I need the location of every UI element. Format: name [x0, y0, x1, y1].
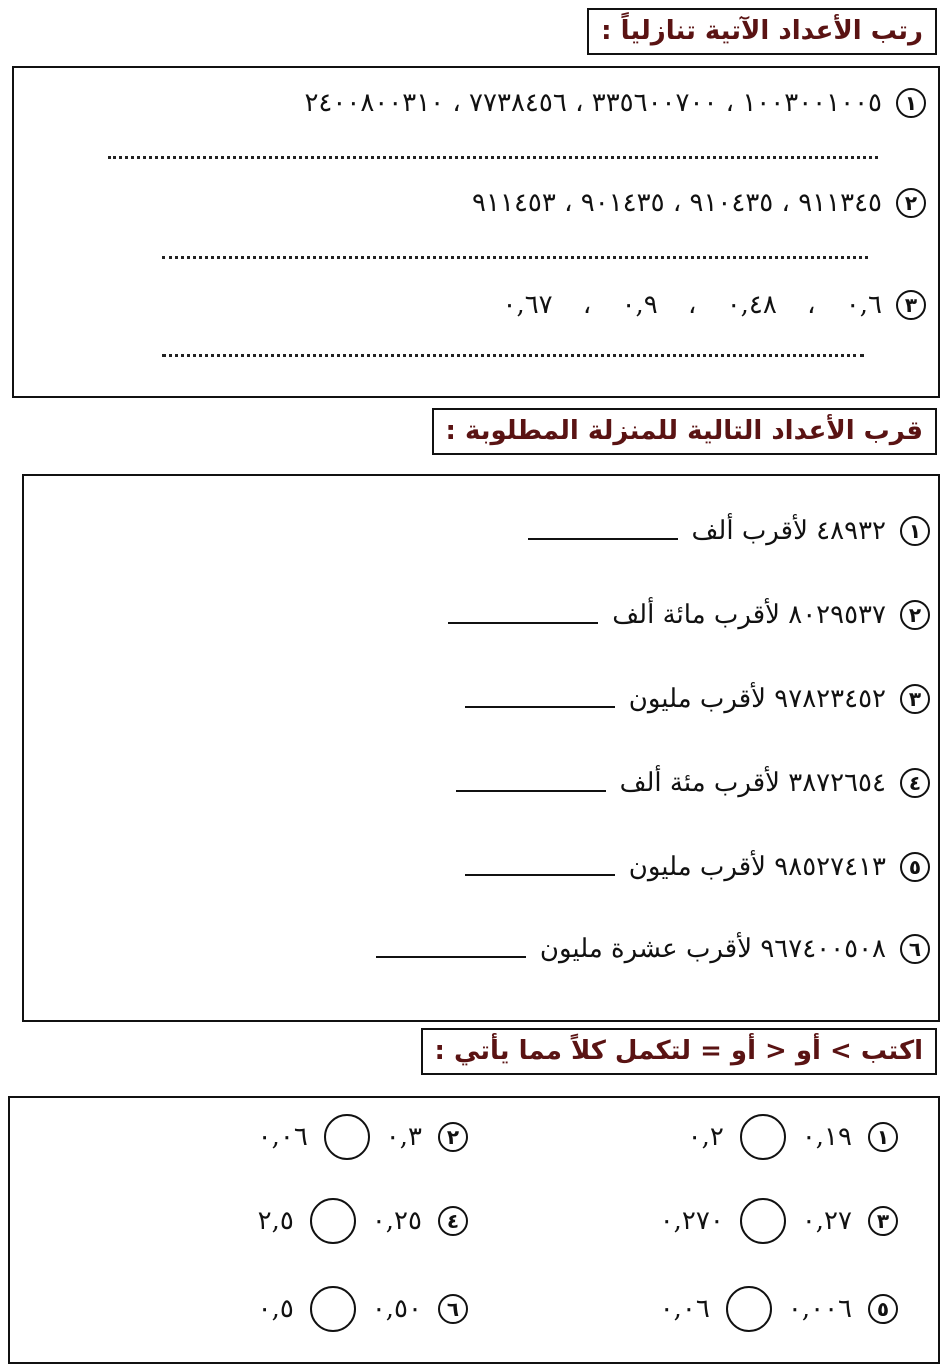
section2-panel	[22, 474, 940, 1022]
answer-line[interactable]	[465, 874, 615, 876]
compare-right: ٠,٢٧٠	[659, 1206, 724, 1236]
order-values: ١٠٠٣٠٠١٠٠٥ ، ٣٣٥٦٠٠٧٠٠ ، ٧٧٣٨٤٥٦ ، ٢٤٠٠٨٠٠٣١٠	[304, 88, 882, 118]
item-number: ٢	[438, 1122, 468, 1152]
compare-right: ٠,٠٦	[257, 1122, 308, 1152]
round-question: ٤٨٩٣٢ لأقرب ألف	[691, 516, 886, 546]
compare-left: ٠,٢٥	[371, 1206, 422, 1236]
compare-answer-circle[interactable]	[740, 1198, 786, 1244]
order-item-3	[502, 290, 926, 320]
item-number: ٦	[900, 934, 930, 964]
answer-dotted-line[interactable]	[108, 156, 878, 159]
compare-right: ٢,٥	[257, 1206, 294, 1236]
round-question: ٨٠٢٩٥٣٧ لأقرب مائة ألف	[612, 600, 886, 630]
item-number: ٤	[438, 1206, 468, 1236]
section3-panel	[8, 1096, 940, 1364]
compare-item-2	[258, 1114, 468, 1160]
compare-answer-circle[interactable]	[324, 1114, 370, 1160]
compare-item-4	[258, 1198, 468, 1244]
compare-left: ٠,١٩	[801, 1122, 852, 1152]
round-question: ٩٨٥٢٧٤١٣ لأقرب مليون	[628, 852, 886, 882]
item-number: ١	[900, 516, 930, 546]
compare-right: ٠,٠٦	[659, 1294, 710, 1324]
item-number: ٤	[900, 768, 930, 798]
item-number: ٦	[438, 1294, 468, 1324]
answer-line[interactable]	[456, 790, 606, 792]
compare-answer-circle[interactable]	[726, 1286, 772, 1332]
round-item-5	[465, 852, 930, 882]
round-question: ٩٧٨٢٣٤٥٢ لأقرب مليون	[628, 684, 886, 714]
compare-answer-circle[interactable]	[740, 1114, 786, 1160]
item-number: ٣	[900, 684, 930, 714]
answer-dotted-line[interactable]	[162, 256, 868, 259]
compare-answer-circle[interactable]	[310, 1286, 356, 1332]
answer-line[interactable]	[448, 622, 598, 624]
item-number: ٥	[868, 1294, 898, 1324]
compare-left: ٠,٠٠٦	[787, 1294, 852, 1324]
compare-item-3	[660, 1198, 898, 1244]
item-number: ١	[896, 88, 926, 118]
compare-left: ٠,٢٧	[801, 1206, 852, 1236]
round-item-1	[528, 516, 931, 546]
compare-item-5	[660, 1286, 898, 1332]
answer-dotted-line[interactable]	[162, 354, 864, 357]
order-item-2	[472, 188, 926, 218]
round-question: ٩٦٧٤٠٠٥٠٨ لأقرب عشرة مليون	[539, 934, 886, 964]
compare-right: ٠,٢	[687, 1122, 724, 1152]
round-item-2	[448, 600, 930, 630]
compare-right: ٠,٥	[257, 1294, 294, 1324]
item-number: ١	[868, 1122, 898, 1152]
section1-panel	[12, 66, 940, 398]
item-number: ٥	[900, 852, 930, 882]
answer-line[interactable]	[376, 956, 526, 958]
order-values: ٩١١٣٤٥ ، ٩١٠٤٣٥ ، ٩٠١٤٣٥ ، ٩١١٤٥٣	[472, 188, 882, 218]
section1-title: رتب الأعداد الآتية تنازلياً :	[587, 8, 937, 55]
compare-answer-circle[interactable]	[310, 1198, 356, 1244]
item-number: ٢	[900, 600, 930, 630]
section3-title: اكتب > أو < أو = لتكمل كلاً مما يأتي :	[421, 1028, 937, 1075]
order-values: ٠,٦ ، ٠,٤٨ ، ٠,٩ ، ٠,٦٧	[502, 290, 882, 320]
round-question: ٣٨٧٢٦٥٤ لأقرب مئة ألف	[619, 768, 886, 798]
section2-title: قرب الأعداد التالية للمنزلة المطلوبة :	[432, 408, 937, 455]
answer-line[interactable]	[465, 706, 615, 708]
compare-left: ٠,٣	[385, 1122, 422, 1152]
compare-left: ٠,٥٠	[371, 1294, 422, 1324]
item-number: ٢	[896, 188, 926, 218]
round-item-3	[465, 684, 930, 714]
item-number: ٣	[868, 1206, 898, 1236]
compare-item-6	[258, 1286, 468, 1332]
order-item-1	[304, 88, 926, 118]
compare-item-1	[688, 1114, 898, 1160]
round-item-4	[456, 768, 930, 798]
item-number: ٣	[896, 290, 926, 320]
answer-line[interactable]	[528, 538, 678, 540]
round-item-6	[376, 934, 930, 964]
